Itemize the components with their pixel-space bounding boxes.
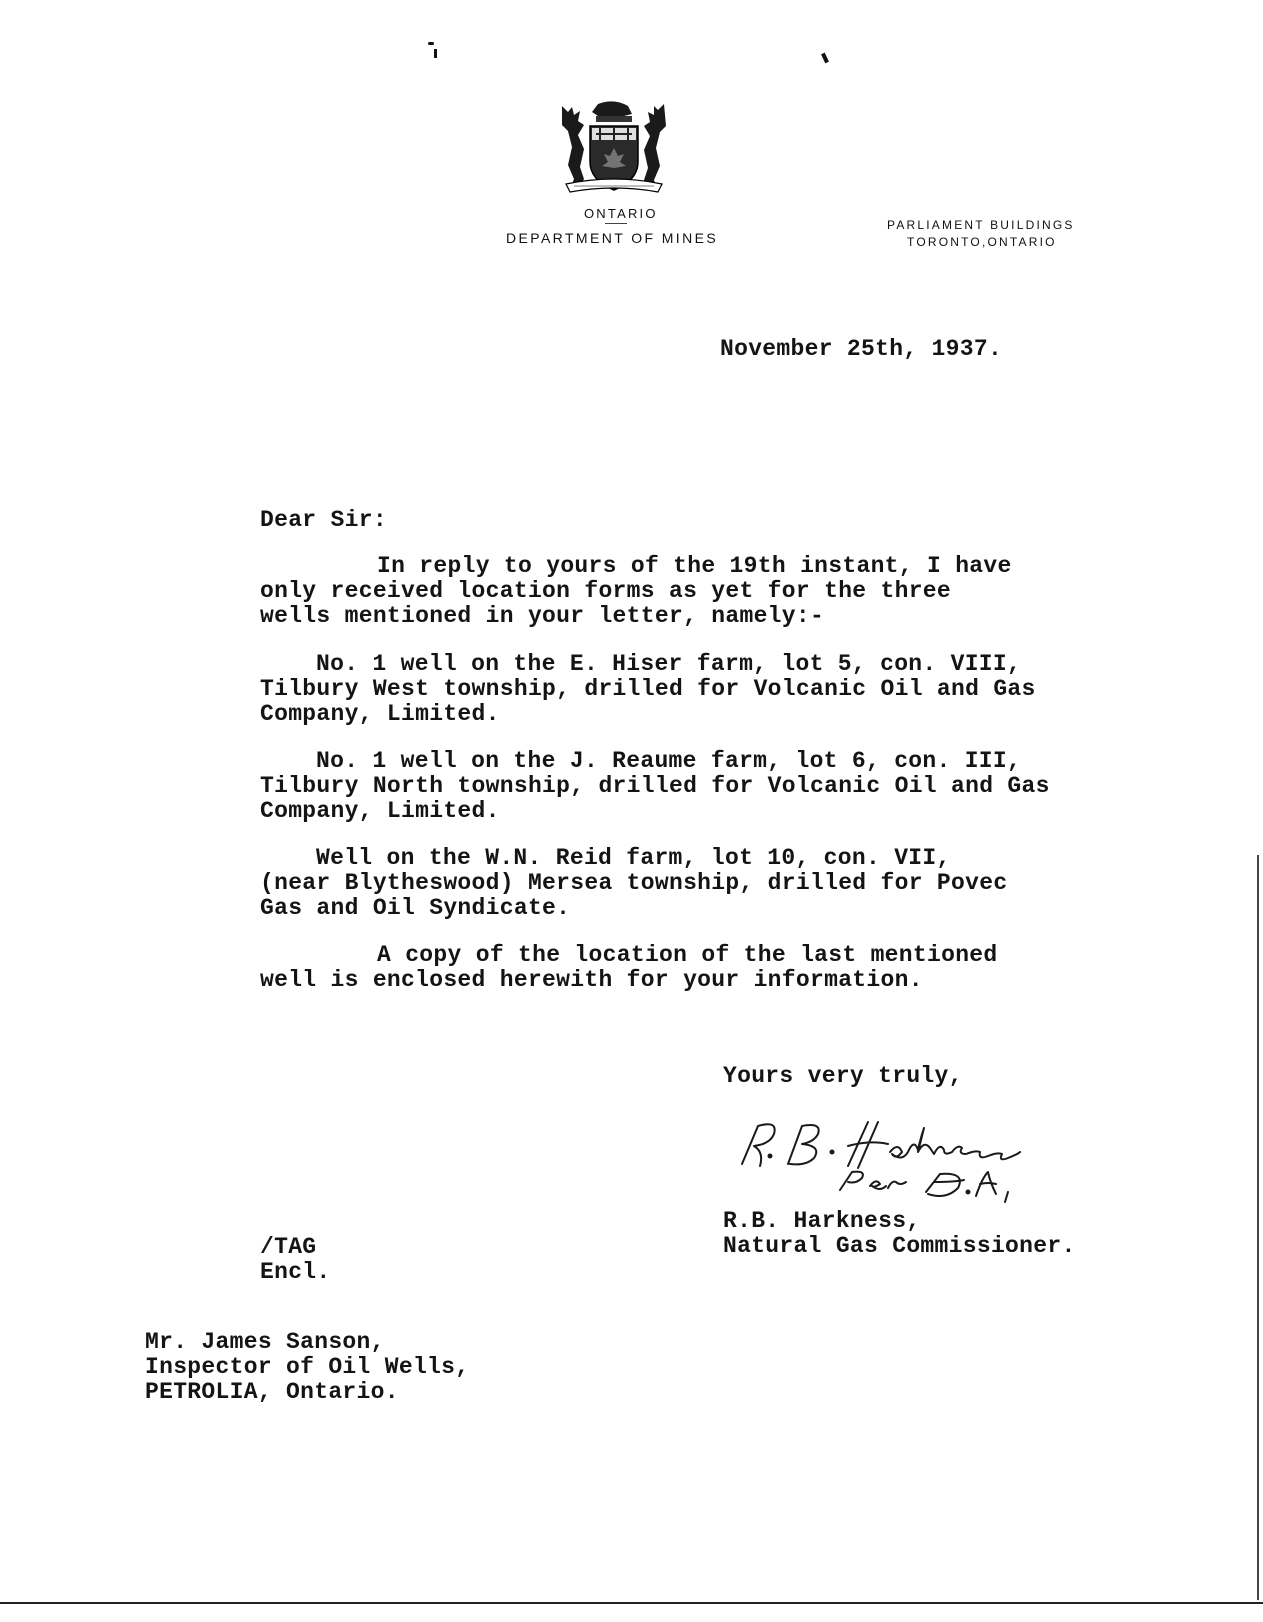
intro-line: In reply to yours of the 19th instant, I have xyxy=(377,553,1012,579)
crest-underline xyxy=(605,223,627,224)
closing-line: A copy of the location of the last mentioned xyxy=(377,942,998,968)
letter-date: November 25th, 1937. xyxy=(720,336,1003,362)
well-2-line: Tilbury North township, drilled for Volcanic Oil and Gas xyxy=(260,773,1050,799)
well-1-line: Tilbury West township, drilled for Volcanic Oil and Gas xyxy=(260,676,1036,702)
well-1-line: Company, Limited. xyxy=(260,701,500,727)
intro-line: wells mentioned in your letter, namely:- xyxy=(260,603,825,629)
well-1-paragraph xyxy=(260,652,1036,727)
scan-edge-bottom xyxy=(0,1602,1263,1604)
well-2-line: Company, Limited. xyxy=(260,798,500,824)
handwritten-signature xyxy=(730,1112,1060,1212)
recipient-address xyxy=(145,1330,469,1405)
well-3-line: Gas and Oil Syndicate. xyxy=(260,895,571,921)
well-3-line: (near Blytheswood) Mersea township, drilled for Povec xyxy=(260,870,1008,896)
well-2-line: No. 1 well on the J. Reaume farm, lot 6, con. III, xyxy=(316,748,1022,774)
scan-speck xyxy=(434,49,437,58)
scan-speck xyxy=(428,42,434,45)
address-line-2: TORONTO,ONTARIO xyxy=(907,235,1057,249)
salutation: Dear Sir: xyxy=(260,507,387,533)
signer-name: R.B. Harkness, xyxy=(723,1208,921,1234)
department-name: DEPARTMENT OF MINES xyxy=(506,230,719,246)
recipient-line: Mr. James Sanson, xyxy=(145,1329,385,1355)
province-label: ONTARIO xyxy=(584,206,658,221)
signer-title: Natural Gas Commissioner. xyxy=(723,1233,1076,1259)
enclosure-note: Encl. xyxy=(260,1259,331,1285)
closing-paragraph xyxy=(260,943,998,993)
address-line-1: PARLIAMENT BUILDINGS xyxy=(887,218,1075,232)
recipient-line: Inspector of Oil Wells, xyxy=(145,1354,470,1380)
scan-edge-right xyxy=(1257,855,1259,1600)
intro-paragraph xyxy=(260,554,1012,629)
scan-speck xyxy=(821,53,829,64)
well-3-line: Well on the W.N. Reid farm, lot 10, con. VII, xyxy=(316,845,951,871)
reference-initials: /TAG xyxy=(260,1234,317,1260)
ontario-coat-of-arms-icon xyxy=(552,98,676,204)
well-2-paragraph xyxy=(260,749,1050,824)
well-1-line: No. 1 well on the E. Hiser farm, lot 5, con. VIII, xyxy=(316,651,1022,677)
intro-line: only received location forms as yet for the three xyxy=(260,578,952,604)
complimentary-close: Yours very truly, xyxy=(723,1063,963,1089)
well-3-paragraph xyxy=(260,846,1007,921)
recipient-line: PETROLIA, Ontario. xyxy=(145,1379,399,1405)
closing-line: well is enclosed herewith for your information. xyxy=(260,967,923,993)
